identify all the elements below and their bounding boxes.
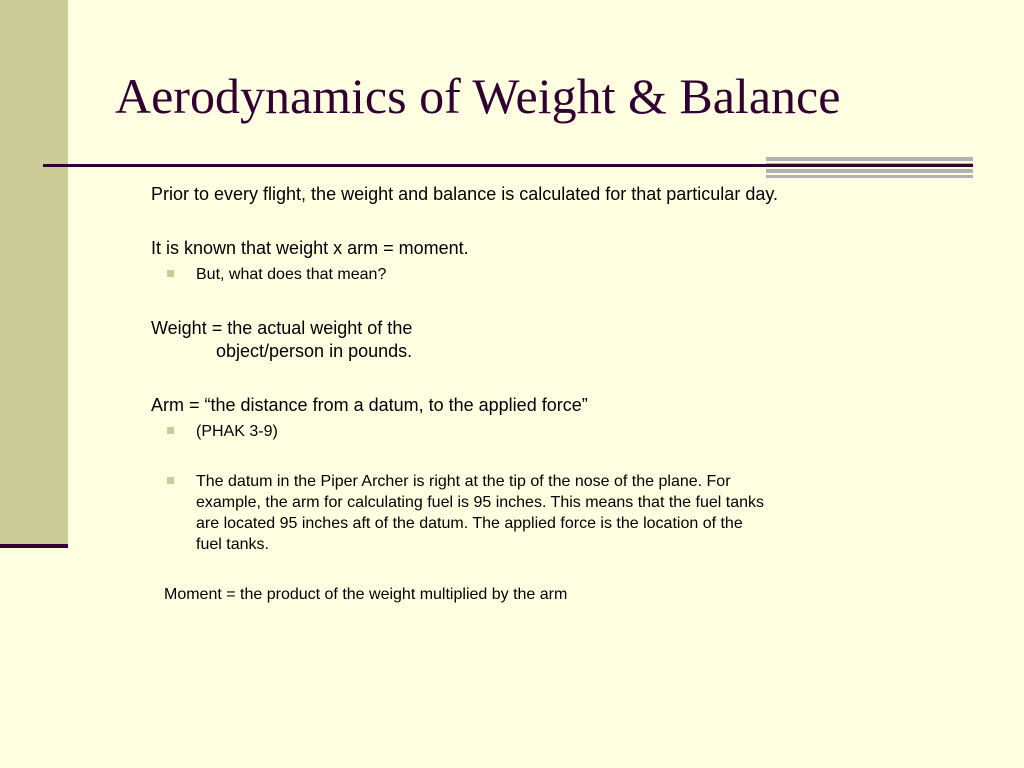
bullet-phak-reference: (PHAK 3-9) (196, 423, 278, 440)
paragraph-weight-definition-line-1: Weight = the actual weight of the (151, 318, 413, 338)
left-accent-rule (0, 544, 68, 548)
paragraph-moment-definition: Moment = the product of the weight multiplied by the arm (164, 586, 568, 603)
decorative-grey-bars (766, 157, 973, 178)
title-underline-rule (43, 164, 973, 167)
bullet-datum-line-3: are located 95 inches aft of the datum. The applied force is the location of the (196, 515, 743, 532)
paragraph-weight-arm-moment: It is known that weight x arm = moment. (151, 238, 469, 258)
bullet-square-icon (167, 427, 174, 434)
paragraph-arm-definition: Arm = “the distance from a datum, to the applied force” (151, 395, 588, 415)
slide-title: Aerodynamics of Weight & Balance (115, 68, 841, 124)
paragraph-prior-to-flight: Prior to every flight, the weight and balance is calculated for that particular day. (151, 184, 779, 204)
left-accent-band (0, 0, 68, 545)
bullet-what-does-that-mean: But, what does that mean? (196, 266, 387, 283)
paragraph-weight-definition-line-2: object/person in pounds. (216, 341, 413, 361)
bullet-datum-line-1: The datum in the Piper Archer is right at the tip of the nose of the plane. For (196, 473, 731, 490)
bullet-square-icon (167, 270, 174, 277)
bullet-datum-line-2: example, the arm for calculating fuel is 95 inches. This means that the fuel tanks (196, 494, 764, 511)
bullet-square-icon (167, 477, 174, 484)
bullet-datum-line-4: fuel tanks. (196, 536, 269, 553)
